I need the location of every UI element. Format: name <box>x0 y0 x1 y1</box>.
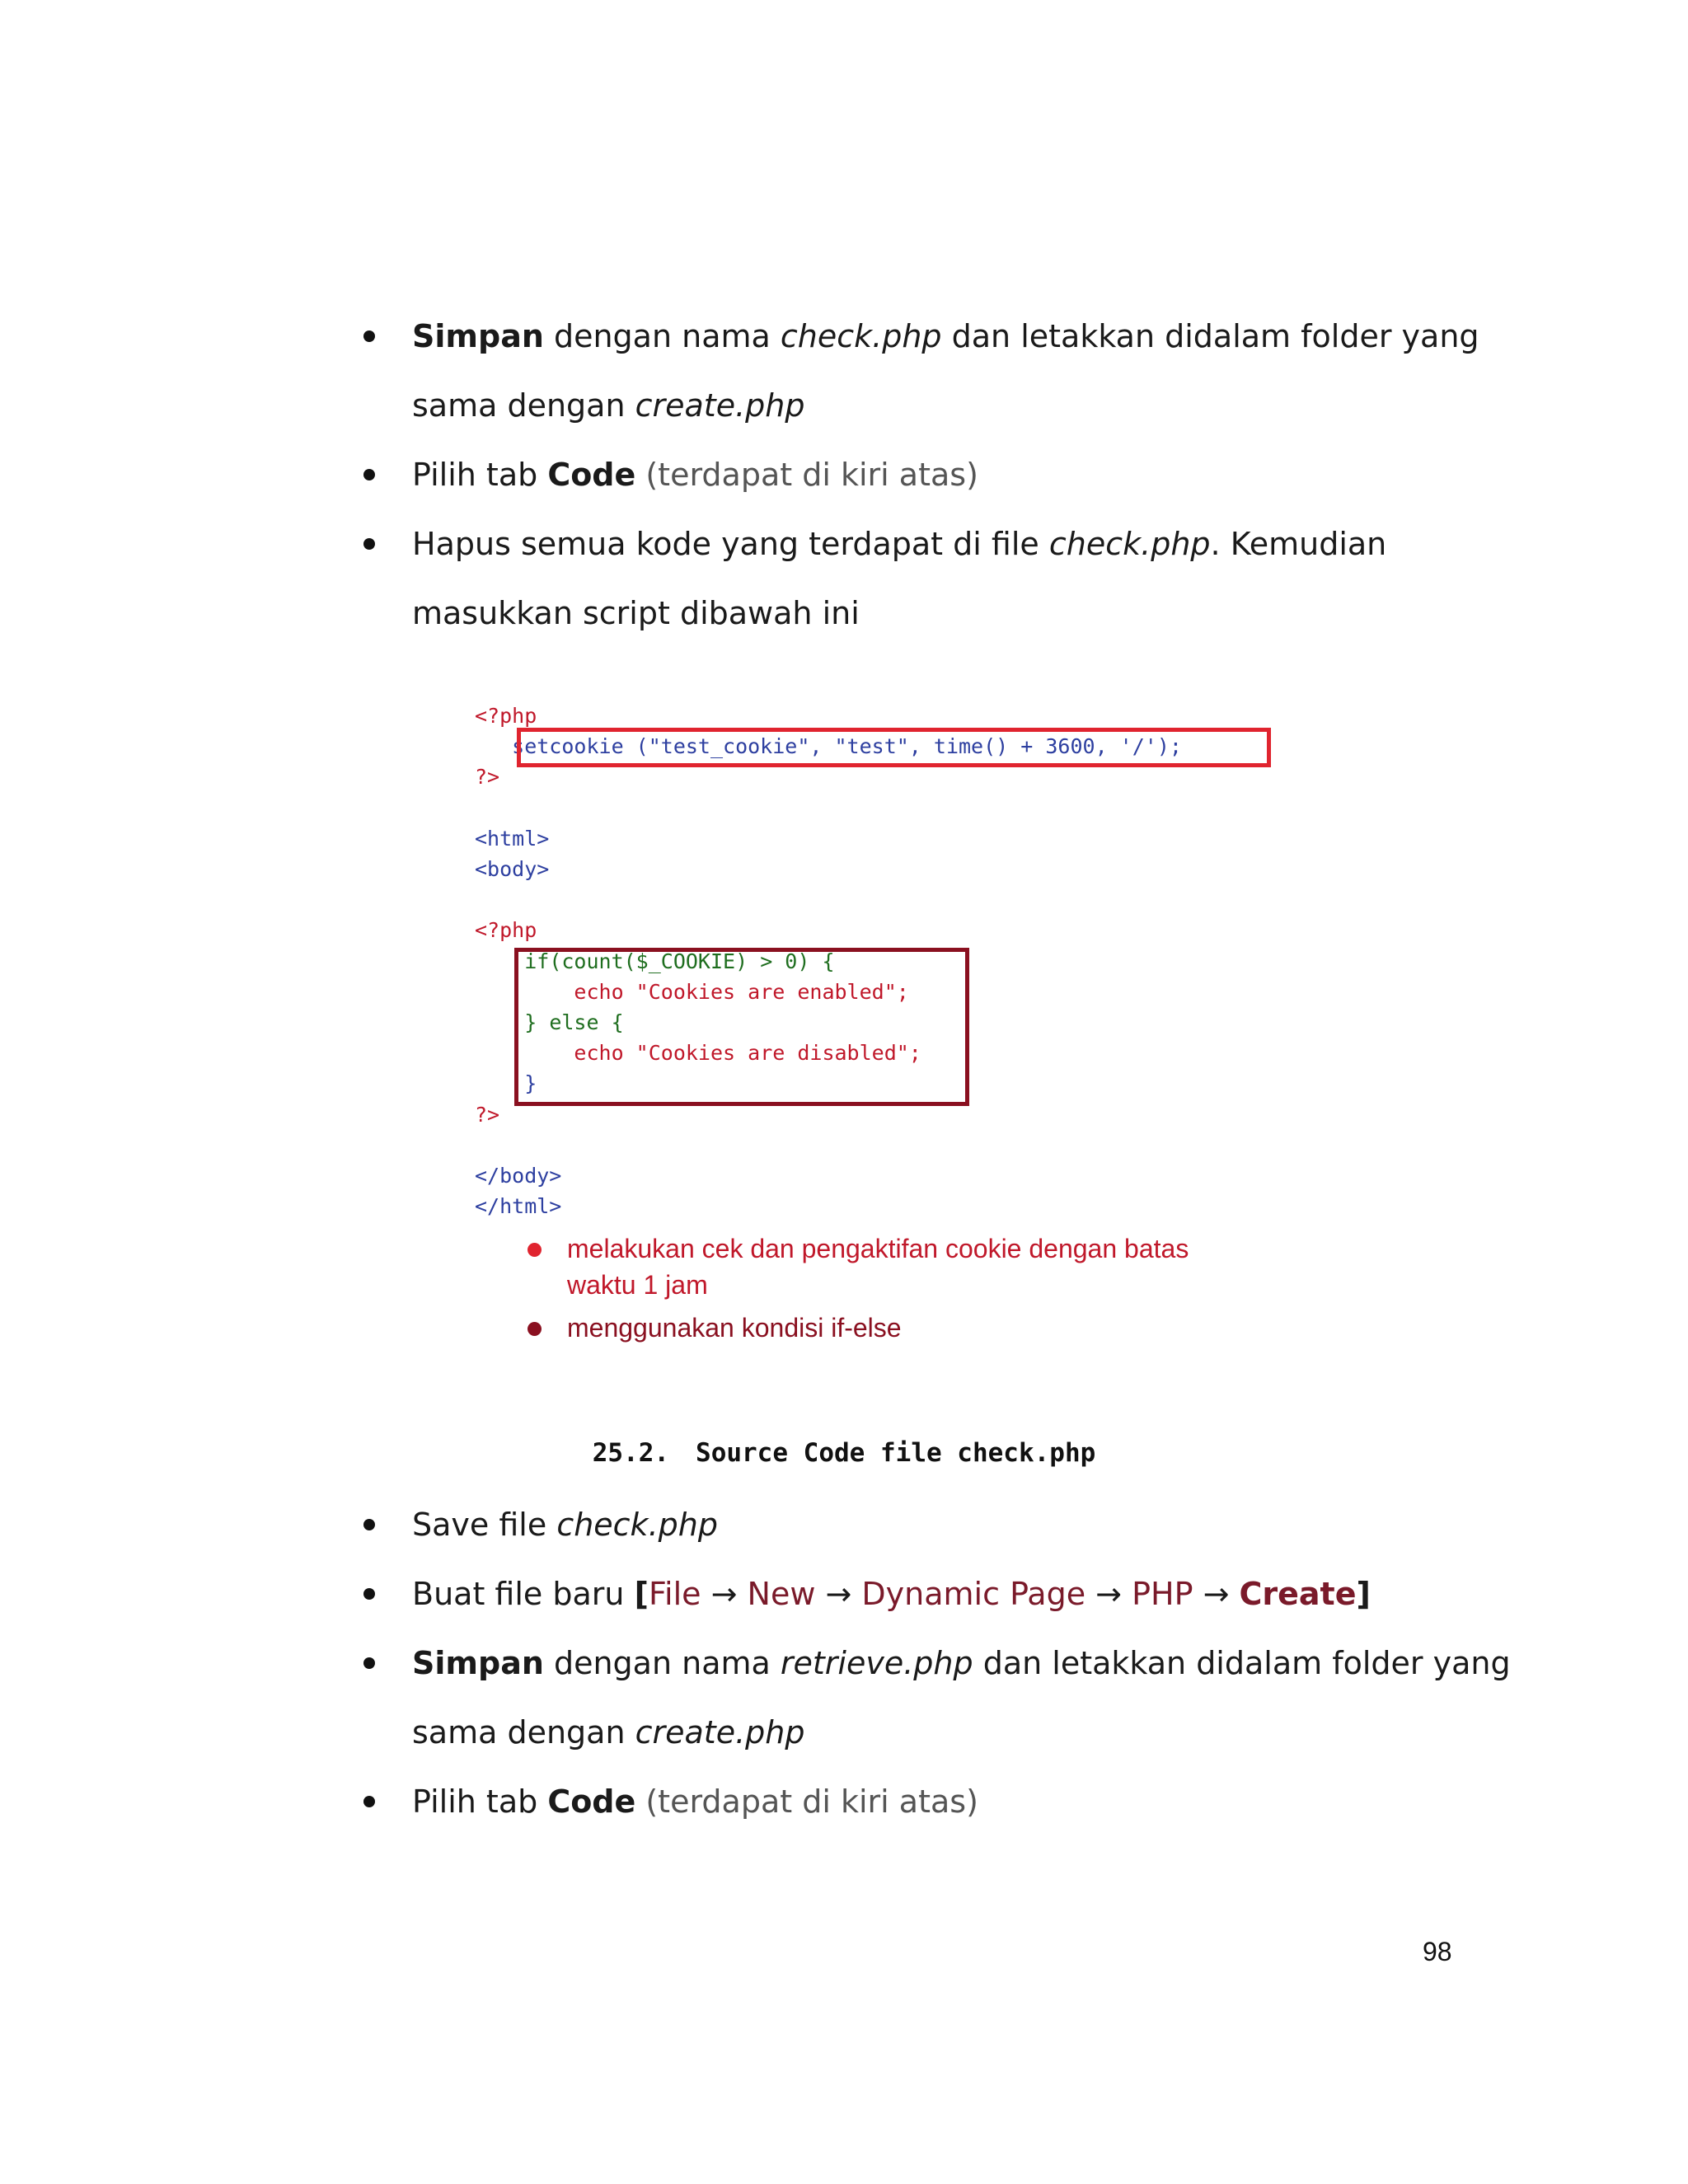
php-open-tag-2: <?php <box>475 918 537 943</box>
bullet-text-part: dengan nama <box>543 1645 781 1681</box>
bullet-text-part: masukkan script dibawah ini <box>412 595 860 631</box>
dark-red-dot-icon <box>528 1322 542 1336</box>
bullet-text-part: → <box>701 1576 748 1612</box>
bullet-text-part: Simpan <box>412 318 544 354</box>
bullet-text-part: Code <box>547 457 636 493</box>
annotation-cookie-line2: waktu 1 jam <box>567 1270 708 1300</box>
bullet-text-part: Code <box>547 1783 636 1820</box>
bullet-text-part: PHP <box>1132 1576 1193 1612</box>
setcookie-line: setcookie ("test_cookie", "test", time() + 3600, '/'); <box>512 734 1182 759</box>
bullet-text-part: check.php <box>556 1507 718 1543</box>
code-screenshot <box>475 701 1299 1228</box>
red-dot-icon <box>528 1243 542 1257</box>
bullet-text-part: sama dengan <box>412 387 635 424</box>
html-open-tag: <html> <box>475 826 550 851</box>
page-number: 98 <box>1423 1937 1452 1966</box>
bullet-text-part: Pilih tab <box>412 457 548 493</box>
bullet-item <box>358 509 1512 579</box>
echo-disabled-line: echo "Cookies are disabled"; <box>574 1041 921 1066</box>
bullet-text-part: create.php <box>635 387 805 424</box>
bullet-dot-icon <box>363 538 375 550</box>
bullet-text-part: . Kemudian <box>1210 526 1387 562</box>
bullet-text-part: → <box>815 1576 862 1612</box>
bullet-text-part: dan letakkan didalam folder yang <box>973 1645 1511 1681</box>
bullet-continuation <box>358 1698 1512 1767</box>
bullet-text-part: → <box>1085 1576 1132 1612</box>
annotation-if-else <box>516 1310 1258 1346</box>
figure-caption <box>0 1438 1688 1468</box>
instruction-list-top <box>358 302 1512 648</box>
bullet-item <box>358 440 1512 509</box>
bullet-item <box>358 1490 1512 1559</box>
bullet-text-part: Dynamic Page <box>861 1576 1086 1612</box>
if-line: if(count($_COOKIE) > 0) { <box>524 949 835 973</box>
bullet-text-part: Create <box>1239 1576 1357 1612</box>
bullet-item <box>358 1767 1512 1836</box>
close-brace: } <box>524 1071 537 1096</box>
code-annotations <box>516 1230 1258 1352</box>
body-close-tag: </body> <box>475 1164 562 1188</box>
bullet-text-part: ] <box>1356 1576 1371 1612</box>
bullet-text-part: Simpan <box>412 1645 544 1681</box>
caption-text: Source Code file check.php <box>696 1438 1096 1468</box>
bullet-text-part: retrieve.php <box>780 1645 973 1681</box>
bullet-text-part: File <box>648 1576 701 1612</box>
bullet-text-part: [ <box>634 1576 649 1612</box>
bullet-dot-icon <box>363 469 375 480</box>
bullet-continuation <box>358 579 1512 648</box>
html-close-tag: </html> <box>475 1194 562 1219</box>
annotation-cookie <box>516 1230 1258 1303</box>
bullet-text-part: (terdapat di kiri atas) <box>635 457 978 493</box>
if-else-highlight-box <box>514 948 969 1106</box>
bullet-text-part: check.php <box>1048 526 1211 562</box>
bullet-dot-icon <box>363 330 375 342</box>
bullet-text-part: New <box>747 1576 816 1612</box>
annotation-if-else-text: menggunakan kondisi if-else <box>567 1313 902 1343</box>
bullet-text-part: dengan nama <box>543 318 781 354</box>
bullet-item <box>358 1559 1512 1629</box>
php-close-tag: ?> <box>475 765 500 790</box>
else-line: } else { <box>524 1010 624 1035</box>
bullet-item <box>358 302 1512 371</box>
instruction-list-bottom <box>358 1490 1512 1836</box>
caption-number: 25.2. <box>592 1438 670 1468</box>
bullet-text-part: Buat file baru <box>412 1576 635 1612</box>
php-open-tag: <?php <box>475 704 537 728</box>
annotation-cookie-line1: melakukan cek dan pengaktifan cookie dengan batas <box>567 1234 1189 1263</box>
bullet-dot-icon <box>363 1588 375 1600</box>
bullet-item <box>358 1629 1512 1698</box>
bullet-text-part: sama dengan <box>412 1714 635 1750</box>
bullet-text-part: Save file <box>412 1507 557 1543</box>
bullet-text-part: Hapus semua kode yang terdapat di file <box>412 526 1049 562</box>
bullet-text-part: create.php <box>635 1714 805 1750</box>
php-close-tag-2: ?> <box>475 1102 500 1127</box>
bullet-text-part: Pilih tab <box>412 1783 548 1820</box>
body-open-tag: <body> <box>475 857 550 882</box>
bullet-text-part: check.php <box>780 318 942 354</box>
echo-enabled-line: echo "Cookies are enabled"; <box>574 979 909 1004</box>
bullet-dot-icon <box>363 1796 375 1807</box>
bullet-text-part: → <box>1193 1576 1240 1612</box>
bullet-dot-icon <box>363 1657 375 1669</box>
bullet-continuation <box>358 371 1512 440</box>
bullet-text-part: (terdapat di kiri atas) <box>635 1783 978 1820</box>
bullet-dot-icon <box>363 1519 375 1530</box>
setcookie-highlight-box <box>517 728 1271 767</box>
bullet-text-part: dan letakkan didalam folder yang <box>941 318 1479 354</box>
